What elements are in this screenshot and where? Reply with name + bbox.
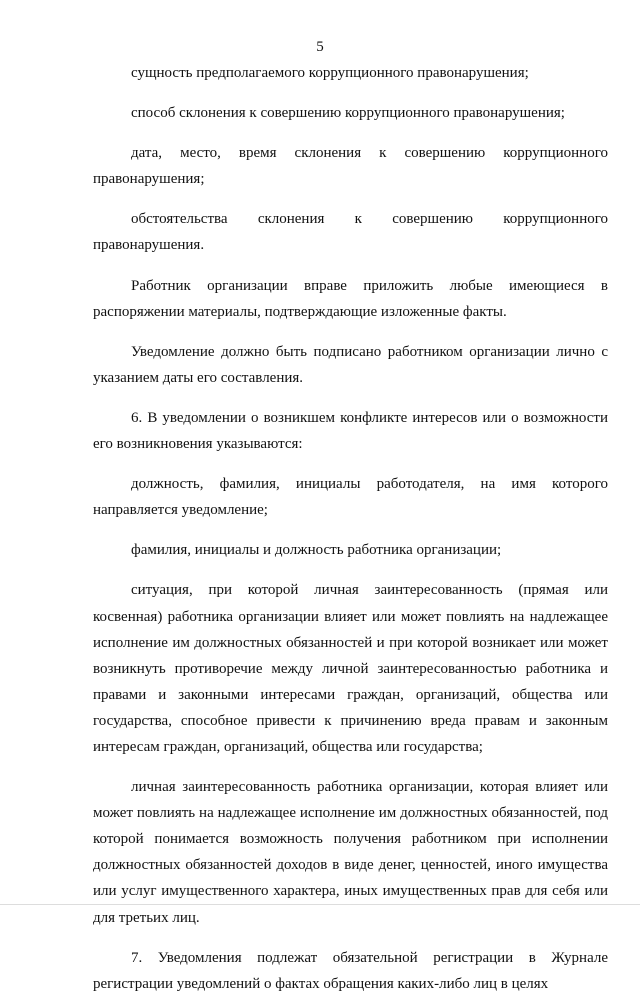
page-number: 5 [316, 39, 324, 55]
paragraph-method: способ склонения к совершению коррупционного правонарушения; [131, 105, 565, 122]
paragraph-attach-materials: Работник организации вправе приложить любые имеющиеся в распоряжении материалы, подтверждающие изложенные факты. [93, 277, 608, 320]
paragraph-signature: Уведомление должно быть подписано работником организации лично с указанием даты его составления. [93, 343, 608, 386]
paragraph-personal-interest: личная заинтересованность работника организации, которая влияет или может повлиять на надлежащее исполнение им должностных обязанностей, под которой понимается возможность получения работником при исполнении должностных обязанностей доходов в виде денег, ценностей, иного имущества или услуг имущественного характера, иных имущественных прав для себя или для третьих лиц. [93, 779, 608, 926]
paragraph-circumstances: обстоятельства склонения к совершению коррупционного правонарушения. [93, 211, 608, 254]
document-body [93, 60, 608, 997]
paragraph-employer-position: должность, фамилия, инициалы работодателя, на имя которого направляется уведомление; [93, 476, 608, 519]
paragraph-essence: сущность предполагаемого коррупционного правонарушения; [131, 65, 529, 81]
paragraph-date-place-time: дата, место, время склонения к совершению коррупционного правонарушения; [93, 145, 608, 188]
paragraph-situation: ситуация, при которой личная заинтересованность (прямая или косвенная) работника организации влияет или может повлиять на надлежащее исполнение им должностных обязанностей и при которой возникает или может возникнуть противоречие между личной заинтересованностью работника и правами и законными интересами граждан, организаций, общества или государства, способное привести к причинению вреда правам и законным интересам граждан, организаций, общества или государства; [93, 582, 608, 755]
paragraph-section-6: 6. В уведомлении о возникшем конфликте интересов или о возможности его возникновения указываются: [93, 409, 608, 453]
paragraph-section-7: 7. Уведомления подлежат обязательной регистрации в Журнале регистрации уведомлений о фактах обращения каких-либо лиц в целях [93, 949, 608, 992]
paragraph-employee-name: фамилия, инициалы и должность работника организации; [131, 542, 502, 559]
